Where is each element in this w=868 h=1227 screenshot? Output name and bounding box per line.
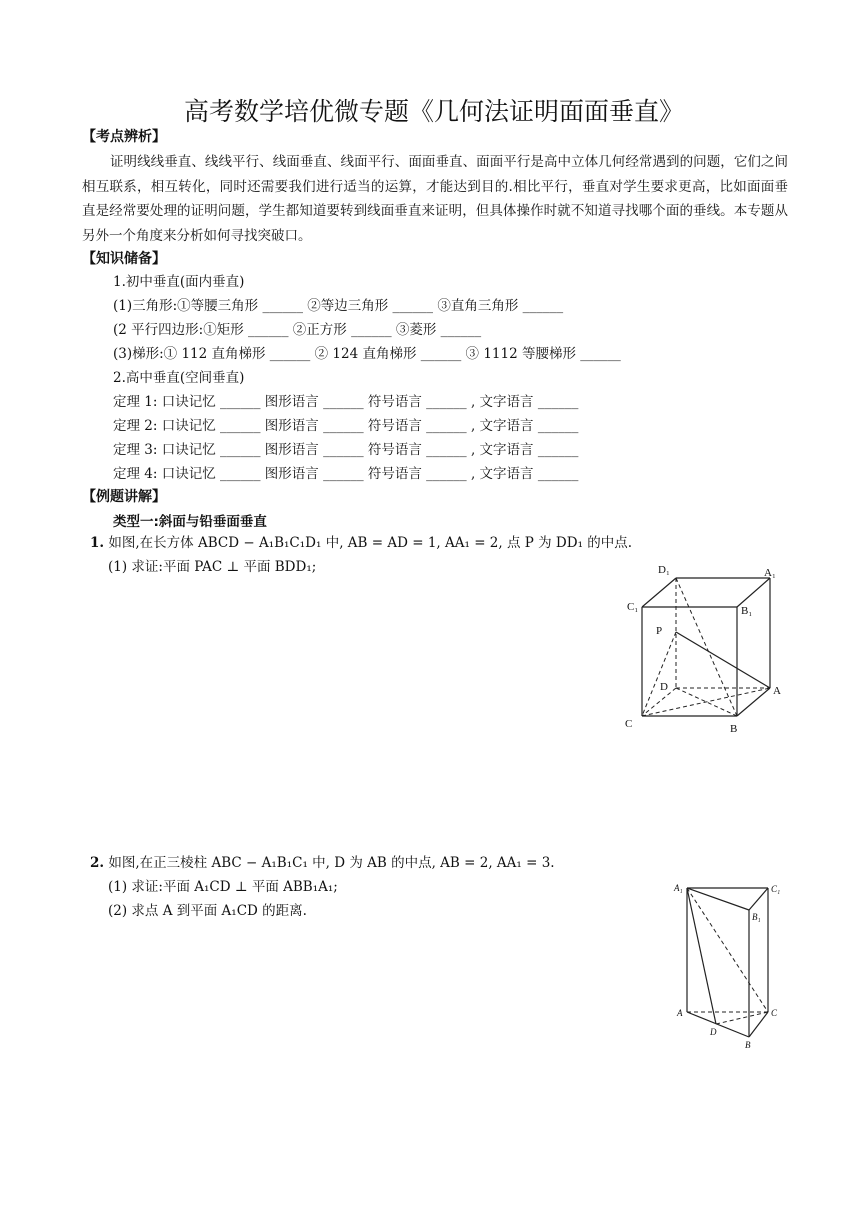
label-a: A: [773, 685, 781, 697]
label-c: C: [771, 1008, 778, 1018]
analysis-paragraph: 证明线线垂直、线线平行、线面垂直、线面平行、面面垂直、面面平行是高中立体几何经常遇到的问题，它们之间相互联系，相互转化，同时还需要我们进行适当的运算，才能达到目的.相比平行，垂直对学生要求更高，比如面面垂直是经常要处理的证明问题，学生都知道要转到线面垂直来证明，但具体操作时就不知道寻找哪个面的垂线。本专题从另外一个角度来分析如何寻找突破口。: [82, 154, 788, 244]
section-heading-analysis: 【考点辨析】: [82, 129, 166, 145]
knowledge-line: (3)梯形:① 112 直角梯形 ______ ② 124 直角梯形 ______ ③ 1112 等腰梯形 ______: [113, 346, 621, 362]
question-number: 1.: [90, 535, 105, 551]
page-title: 高考数学培优微专题《几何法证明面面垂直》: [183, 97, 684, 126]
label-d: D: [660, 681, 668, 693]
label-b1: B₁: [752, 912, 761, 922]
label-d: D: [710, 1027, 717, 1037]
knowledge-line: 2.高中垂直(空间垂直): [113, 370, 245, 386]
label-c1: C₁: [771, 884, 781, 894]
label-b: B: [745, 1040, 751, 1050]
figure-cuboid: [615, 560, 795, 740]
label-c1: C₁: [627, 601, 639, 613]
question-text: 如图,在正三棱柱 ABC − A₁B₁C₁ 中, D 为 AB 的中点, AB = 2, AA₁ = 3.: [108, 855, 555, 871]
knowledge-line: (2 平行四边形:①矩形 ______ ②正方形 ______ ③菱形 ______: [113, 322, 482, 338]
question-number: 2.: [90, 855, 105, 871]
question-1-stem: [90, 532, 632, 555]
theorem-line: 定理 3: 口诀记忆 ______ 图形语言 ______ 符号语言 ______ , 文字语言 ______: [113, 442, 579, 458]
theorem-line: 定理 4: 口诀记忆 ______ 图形语言 ______ 符号语言 ______ , 文字语言 ______: [113, 466, 579, 482]
section-heading-examples: 【例题讲解】: [82, 489, 166, 505]
question-2-part-2: (2) 求点 A 到平面 A₁CD 的距离.: [108, 903, 307, 919]
question-2-stem: [90, 852, 555, 875]
question-text: 如图,在长方体 ABCD − A₁B₁C₁D₁ 中, AB = AD = 1, AA₁ = 2, 点 P 为 DD₁ 的中点.: [108, 535, 633, 551]
label-c: C: [625, 718, 633, 730]
label-b: B: [730, 723, 738, 735]
knowledge-line: (1)三角形:①等腰三角形 ______ ②等边三角形 ______ ③直角三角形 ______: [113, 298, 564, 314]
label-a1: A₁: [674, 883, 683, 893]
label-b1: B₁: [741, 605, 753, 617]
label-p: P: [656, 625, 663, 637]
theorem-line: 定理 1: 口诀记忆 ______ 图形语言 ______ 符号语言 ______ , 文字语言 ______: [113, 394, 579, 410]
label-d1: D₁: [658, 564, 670, 576]
question-1-part-1: (1) 求证:平面 PAC ⊥ 平面 BDD₁;: [108, 559, 317, 575]
knowledge-line: 1.初中垂直(面内垂直): [113, 274, 245, 290]
question-2-part-1: (1) 求证:平面 A₁CD ⊥ 平面 ABB₁A₁;: [108, 879, 338, 895]
theorem-line: 定理 2: 口诀记忆 ______ 图形语言 ______ 符号语言 ______ , 文字语言 ______: [113, 418, 579, 434]
type-heading: 类型一:斜面与铅垂面垂直: [113, 514, 267, 530]
label-a: A: [677, 1008, 683, 1018]
label-a1: A₁: [764, 567, 776, 579]
section-heading-knowledge: 【知识储备】: [82, 251, 166, 267]
figure-prism: [670, 875, 790, 1050]
